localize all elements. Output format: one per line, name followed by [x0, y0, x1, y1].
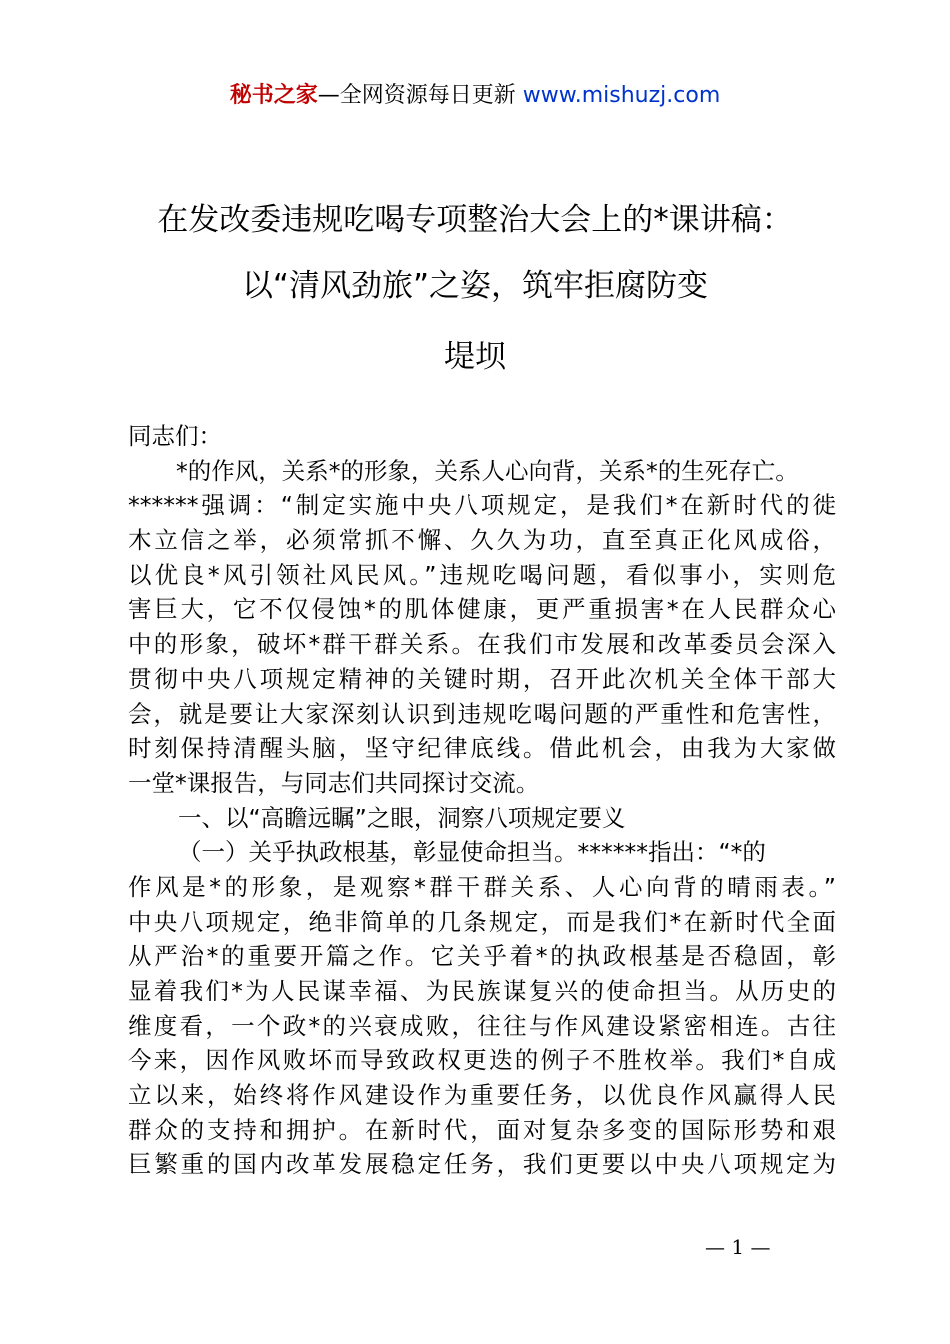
document-title-line-2: 以“清风劲旅”之姿，筑牢拒腐防变 — [241, 268, 709, 304]
site-header — [0, 82, 950, 110]
paragraph-line: 今来，因作风败坏而导致政权更迭的例子不胜枚举。我们*自成 — [128, 1046, 836, 1075]
greeting: 同志们： — [128, 422, 222, 450]
paragraph-line: 害巨大，它不仅侵蚀*的肌体健康，更严重损害*在人民群众心 — [128, 595, 836, 624]
document-body — [128, 419, 836, 1182]
site-tagline: —全网资源每日更新 — [317, 83, 523, 108]
paragraph-line: 显着我们*为人民谋幸福、为民族谋复兴的使命担当。从历史的 — [128, 977, 836, 1005]
paragraph-line: 作风是*的形象，是观察*群干群关系、人心向背的晴雨表。” — [128, 872, 836, 901]
paragraph-line: 会，就是要让大家深刻认识到违规吃喝问题的严重性和危害性， — [128, 699, 836, 728]
paragraph-line: 群众的支持和拥护。在新时代，面对复杂多变的国际形势和艰 — [128, 1115, 836, 1144]
paragraph-line: ******强调：“制定实施中央八项规定，是我们*在新时代的徙 — [128, 491, 836, 520]
paragraph-line: 维度看，一个政*的兴衰成败，往往与作风建设紧密相连。古往 — [128, 1011, 836, 1040]
paragraph-line: 木立信之举，必须常抓不懈、久久为功，直至真正化风成俗， — [128, 526, 836, 555]
paragraph-line: 从严治*的重要开篇之作。它关乎着*的执政根基是否稳固，彰 — [128, 942, 836, 971]
page-number: — 1 — — [705, 1235, 771, 1259]
site-url-link[interactable]: www.mishuzj.com — [522, 83, 721, 108]
paragraph-line: 时刻保持清醒头脑，坚守纪律底线。借此机会，由我为大家做 — [128, 734, 836, 763]
paragraph-line: 中的形象，破坏*群干群关系。在我们市发展和改革委员会深入 — [128, 630, 836, 659]
section-heading: 一、以“高瞻远瞩”之眼，洞察八项规定要义 — [178, 803, 626, 832]
paragraph-line: 立以来，始终将作风建设作为重要任务，以优良作风赢得人民 — [128, 1081, 836, 1110]
document-title-line-3: 堤坝 — [444, 339, 506, 375]
site-brand: 秘书之家 — [229, 83, 318, 108]
paragraph-line: 以优良*风引领社风民风。”违规吃喝问题，看似事小，实则危 — [128, 560, 836, 589]
paragraph-line: 中央八项规定，绝非简单的几条规定，而是我们*在新时代全面 — [128, 907, 836, 936]
paragraph-line: 巨繁重的国内改革发展稳定任务，我们更要以中央八项规定为 — [128, 1150, 836, 1179]
paragraph-line: 一堂*课报告，与同志们共同探讨交流。 — [128, 768, 540, 797]
subsection-heading: （一）关乎执政根基，彰显使命担当。******指出：“*的 — [178, 838, 766, 867]
paragraph-line: *的作风，关系*的形象，关系人心向背，关系*的生死存亡。 — [176, 456, 799, 485]
document-title-line-1: 在发改委违规吃喝专项整治大会上的*课讲稿： — [157, 202, 793, 238]
paragraph-line: 贯彻中央八项规定精神的关键时期，召开此次机关全体干部大 — [128, 664, 836, 693]
